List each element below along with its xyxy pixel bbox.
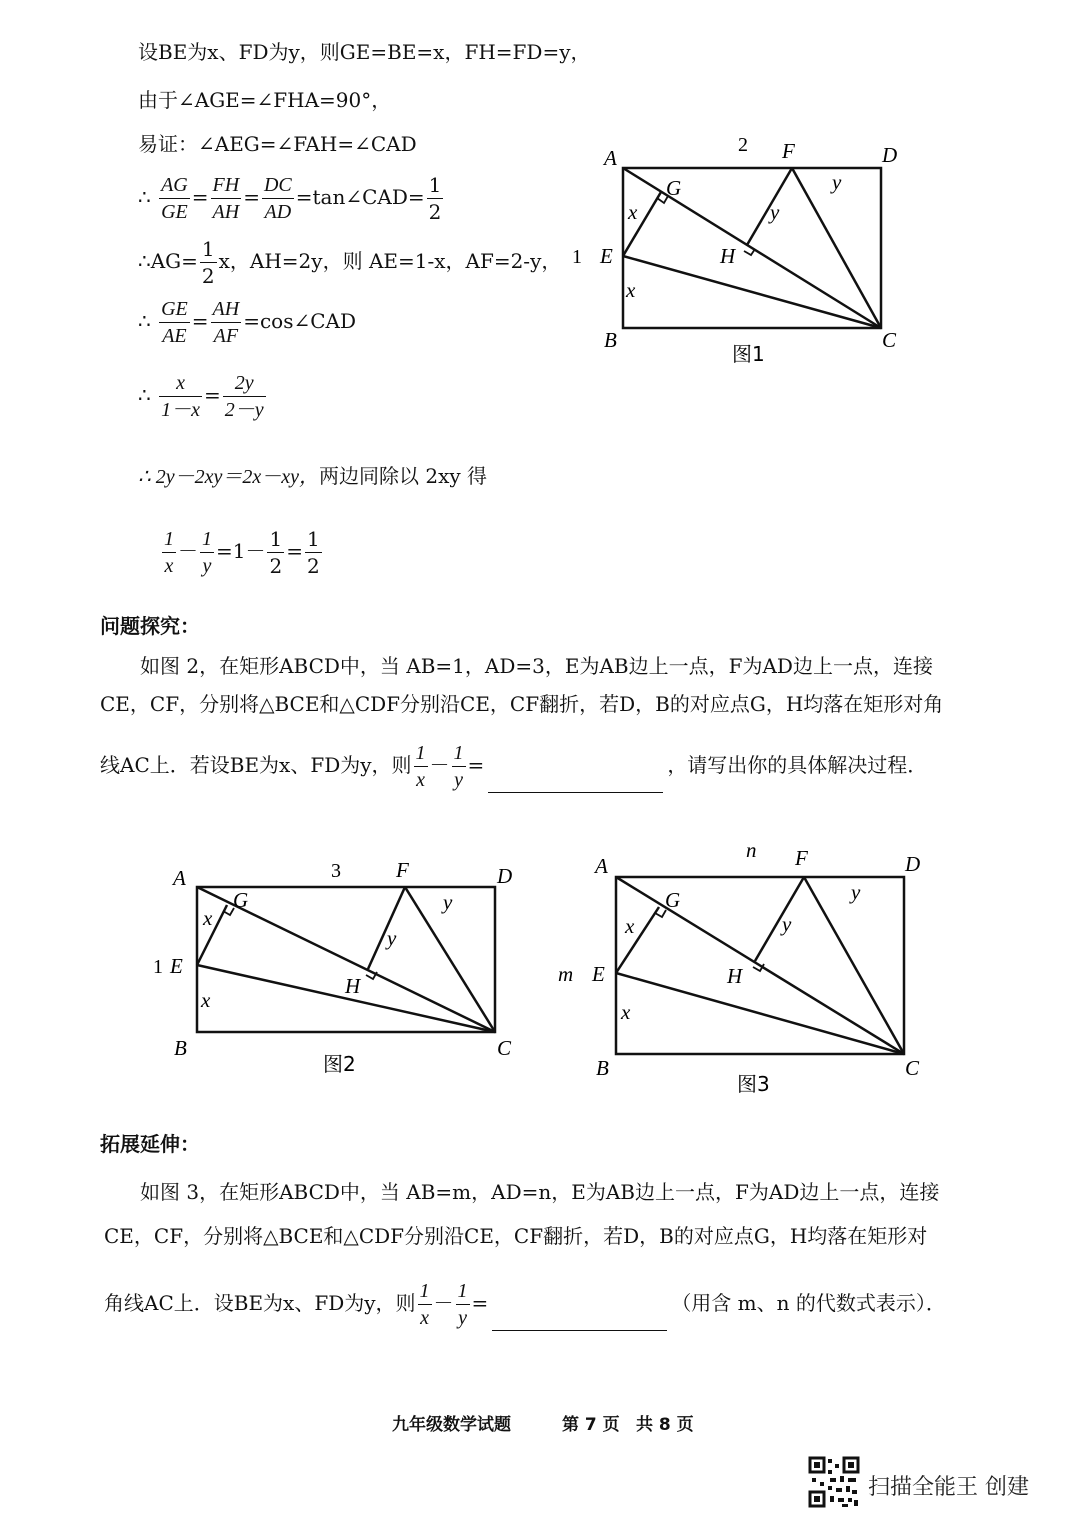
- solution-line-4: ∴ $\frac{AG}{GE}$ = $\frac{FH}{AH}$ = $\frac{DC}{AD}$ =tan∠CAD= $\frac{1}{2}$: [138, 173, 442, 224]
- fig2-side-length: 1: [153, 956, 163, 978]
- fig3-label-y-fh: y: [782, 912, 792, 936]
- solution-line-5: ∴AG= $\frac{1}{2}$ x，AH=2y，则 AE=1-x，AF=2-y，: [138, 237, 562, 288]
- fig1-label-x-eg: x: [628, 200, 638, 224]
- solution-line-7: ∴ $\frac{x}{1-x}$ = $\frac{2y}{2-y}$: [138, 372, 264, 421]
- fig2-top-length: 3: [331, 860, 341, 882]
- section1-paragraph-3: 线AC上．若设BE为x、FD为y，则 $\frac{1}{x}$ － $\frac{1}{y}$ = ，请写出你的具体解决过程．: [100, 742, 928, 791]
- fig2-label-x-be: x: [201, 988, 211, 1012]
- solution-line-3: 易证：∠AEG=∠FAH=∠CAD: [138, 132, 417, 156]
- section1-paragraph-1: 如图 2，在矩形ABCD中，当 AB=1，AD=3，E为AB边上一点，F为AD边上一点，连接: [140, 654, 933, 678]
- fig3-segment-fh: [755, 877, 804, 961]
- fig1-label-x-be: x: [626, 278, 636, 302]
- fig3-label-y-fd: y: [851, 880, 861, 904]
- fig2-label-h: H: [345, 974, 361, 998]
- fig1-label-c: C: [882, 328, 897, 352]
- fig2-caption: 图2: [323, 1052, 356, 1076]
- footer-page-number: 第 7 页: [562, 1415, 620, 1435]
- fig1-label-y-fh: y: [770, 200, 780, 224]
- fig3-diagonal-ac: [616, 877, 904, 1054]
- fig1-label-h: H: [720, 244, 736, 268]
- footer-subject: 九年级数学试题: [392, 1415, 511, 1435]
- fig3-label-f: F: [795, 846, 808, 870]
- fig3-label-d: D: [905, 852, 921, 876]
- qr-code-icon: [808, 1456, 860, 1508]
- solution-line-9: $\frac{1}{x}$ － $\frac{1}{y}$ =1－ $\frac{1}{2}$ = $\frac{1}{2}$: [164, 527, 320, 578]
- figure-1: [560, 125, 920, 375]
- fig3-label-x-be: x: [621, 1000, 631, 1024]
- fig1-label-f: F: [782, 139, 795, 163]
- fig3-label-h: H: [727, 964, 743, 988]
- fig1-label-y-fd: y: [832, 170, 842, 194]
- fig1-right-angle-h: [744, 249, 755, 255]
- section2-paragraph-1: 如图 3，在矩形ABCD中，当 AB=m，AD=n，E为AB边上一点，F为AD边上一点，连接: [140, 1180, 940, 1204]
- solution-line-8: ∴ 2y－2xy＝2x－xy，两边同除以 2xy 得: [138, 464, 488, 488]
- figure-2: [145, 845, 535, 1085]
- fig2-label-d: D: [497, 864, 513, 888]
- solution-line-1: 设BE为x、FD为y，则GE=BE=x，FH=FD=y，: [138, 40, 591, 64]
- fig3-label-x-eg: x: [625, 914, 635, 938]
- fig1-label-e: E: [600, 244, 613, 268]
- section2-paragraph-2: CE，CF，分别将△BCE和△CDF分别沿CE，CF翻折，若D，B的对应点G，H均落在矩形对: [104, 1224, 928, 1248]
- fig2-label-y-fh: y: [387, 926, 397, 950]
- fig3-caption: 图3: [737, 1072, 770, 1096]
- section2-paragraph-3: 角线AC上．设BE为x、FD为y，则 $\frac{1}{x}$ － $\frac{1}{y}$ = （用含 m、n 的代数式表示）．: [104, 1280, 946, 1329]
- fig2-label-f: F: [396, 858, 409, 882]
- fig3-side-length: m: [558, 962, 574, 986]
- fig3-segment-eg: [616, 907, 659, 973]
- solution-line-6: ∴ $\frac{GE}{AE}$ = $\frac{AH}{AF}$ =cos∠CAD: [138, 298, 357, 347]
- footer-total-pages: 共 8 页: [636, 1415, 694, 1435]
- fig3-label-b: B: [596, 1056, 609, 1080]
- fig1-top-length: 2: [738, 134, 748, 156]
- fig3-label-a: A: [595, 854, 608, 878]
- fig2-label-c: C: [497, 1036, 512, 1060]
- fig1-side-length: 1: [572, 246, 582, 268]
- fig1-label-b: B: [604, 328, 617, 352]
- answer-blank-2[interactable]: [492, 1308, 667, 1331]
- figure-3: [555, 835, 935, 1100]
- fig3-label-g: G: [665, 888, 681, 912]
- fig2-label-g: G: [233, 888, 249, 912]
- fig3-top-length: n: [746, 838, 757, 862]
- therefore-symbol: ∴: [138, 185, 151, 209]
- fig2-label-x-eg: x: [203, 906, 213, 930]
- fig3-label-e: E: [592, 962, 605, 986]
- fig1-segment-ec: [623, 256, 881, 328]
- scanner-watermark: 扫描全能王 创建: [868, 1475, 1029, 1500]
- section2-title: 拓展延伸：: [100, 1132, 200, 1156]
- fig1-label-a: A: [604, 146, 617, 170]
- fig3-segment-ec: [616, 973, 904, 1054]
- section1-title: 问题探究：: [100, 614, 200, 638]
- answer-blank-1[interactable]: [488, 770, 663, 793]
- section1-paragraph-2: CE，CF，分别将△BCE和△CDF分别沿CE，CF翻折，若D，B的对应点G，H均落在矩形对角: [100, 692, 944, 716]
- fig2-label-a: A: [173, 866, 186, 890]
- fig2-label-y-fd: y: [443, 890, 453, 914]
- fig1-label-d: D: [882, 143, 898, 167]
- fig1-label-g: G: [666, 176, 682, 200]
- fig2-label-b: B: [174, 1036, 187, 1060]
- fig1-diagonal-ac: [623, 168, 881, 328]
- fig3-label-c: C: [905, 1056, 920, 1080]
- fig2-label-e: E: [170, 954, 183, 978]
- fig1-caption: 图1: [732, 342, 765, 366]
- solution-line-2: 由于∠AGE=∠FHA=90°，: [138, 88, 392, 112]
